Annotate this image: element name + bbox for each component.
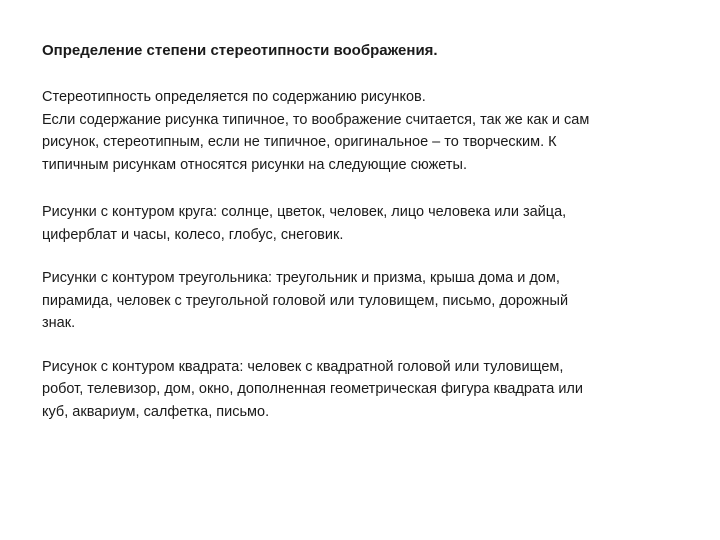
paragraph-square-drawings	[42, 356, 682, 424]
text-line: пирамида, человек с треугольной головой или туловищем, письмо, дорожный	[42, 292, 569, 309]
text-line: знак.	[42, 315, 76, 331]
text-line: циферблат и часы, колесо, глобус, снеговик.	[42, 226, 344, 243]
text-line: Если содержание рисунка типичное, то воображение считается, так же как и сам	[42, 111, 590, 128]
text-line: робот, телевизор, дом, окно, дополненная геометрическая фигура квадрата или	[42, 381, 583, 397]
text-line: Рисунки с контуром круга: солнце, цветок, человек, лицо человека или зайца,	[42, 204, 567, 220]
text-line: типичным рисункам относятся рисунки на следующие сюжеты.	[42, 156, 467, 173]
text-line: Рисунок с контуром квадрата: человек с квадратной головой или туловищем,	[42, 358, 564, 375]
text-line: Стереотипность определяется по содержанию рисунков.	[42, 89, 426, 105]
text-line: Рисунки с контуром треугольника: треугольник и призма, крыша дома и дом,	[42, 270, 560, 286]
paragraph-stereotypy-definition	[42, 86, 682, 176]
paragraph-triangle-drawings	[42, 267, 682, 335]
document-title: Определение степени стереотипности воображения.	[42, 42, 438, 59]
text-line: рисунок, стереотипным, если не типичное, оригинальное – то творческим. К	[42, 134, 557, 150]
document-body	[42, 40, 682, 423]
text-line: куб, аквариум, салфетка, письмо.	[42, 403, 270, 420]
paragraph-circle-drawings	[42, 201, 682, 246]
